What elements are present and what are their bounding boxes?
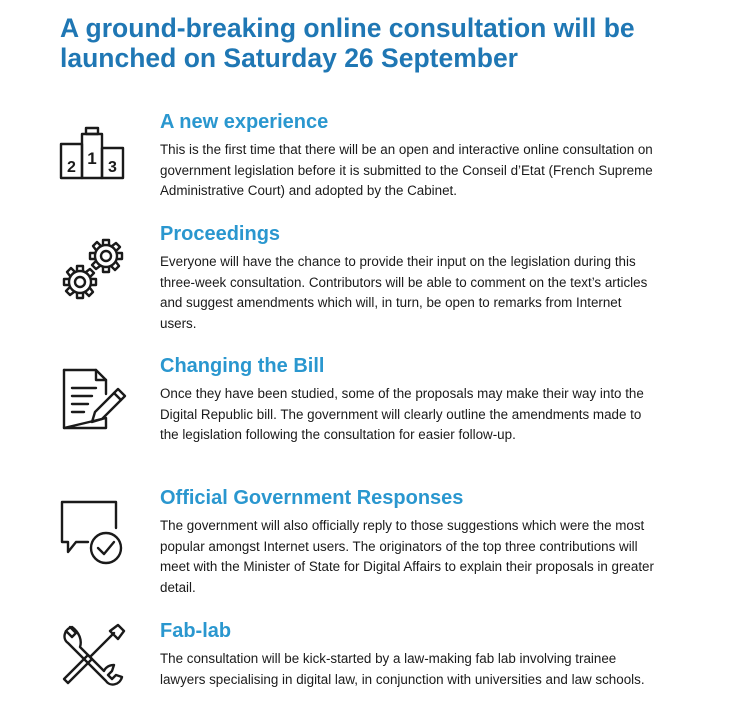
section-heading: A new experience [160, 111, 329, 133]
podium-digit-3: 3 [108, 159, 117, 176]
speech-bubble-check-icon [58, 498, 128, 568]
section-body: The consultation will be kick-started by a law-making fab lab involving trainee lawyers specialising in digital law, in conjunction with universities and law schools. [160, 651, 645, 687]
page-title: A ground-breaking online consultation will be launched on Saturday 26 September [60, 13, 635, 73]
podium-digit-1: 1 [87, 149, 97, 168]
section-body: Once they have been studied, some of the proposals may make their way into the Digital Republic bill. The government will clearly outline the amendments made to the legislation following the consultation for easier follow-up. [160, 386, 644, 443]
section-body: Everyone will have the chance to provide their input on the legislation during this three-week consultation. Contributors will be able to comment on the text’s articles and suggest amendments which will, in turn, be open to remarks from Internet users. [160, 254, 648, 331]
section-heading: Proceedings [160, 223, 281, 245]
gears-icon [58, 234, 128, 304]
podium-digit-2: 2 [67, 159, 76, 176]
document-edit-icon [58, 364, 128, 434]
section-body: This is the first time that there will be an open and interactive online consultation on government legislation before it is submitted to the Conseil d’Etat (French Supreme Administrative Court) and adopted by the Cabinet. [160, 142, 653, 199]
podium-icon [58, 120, 128, 190]
section-heading: Official Government Responses [160, 487, 464, 509]
section-body: The government will also officially reply to those suggestions which were the most popular amongst Internet users. The originators of the top three contributions will meet with the Minister of State for Digital Affairs to explain their proposals in greater detail. [160, 518, 654, 595]
tools-icon [58, 621, 128, 691]
section-heading: Fab-lab [160, 620, 232, 642]
section-heading: Changing the Bill [160, 355, 325, 377]
